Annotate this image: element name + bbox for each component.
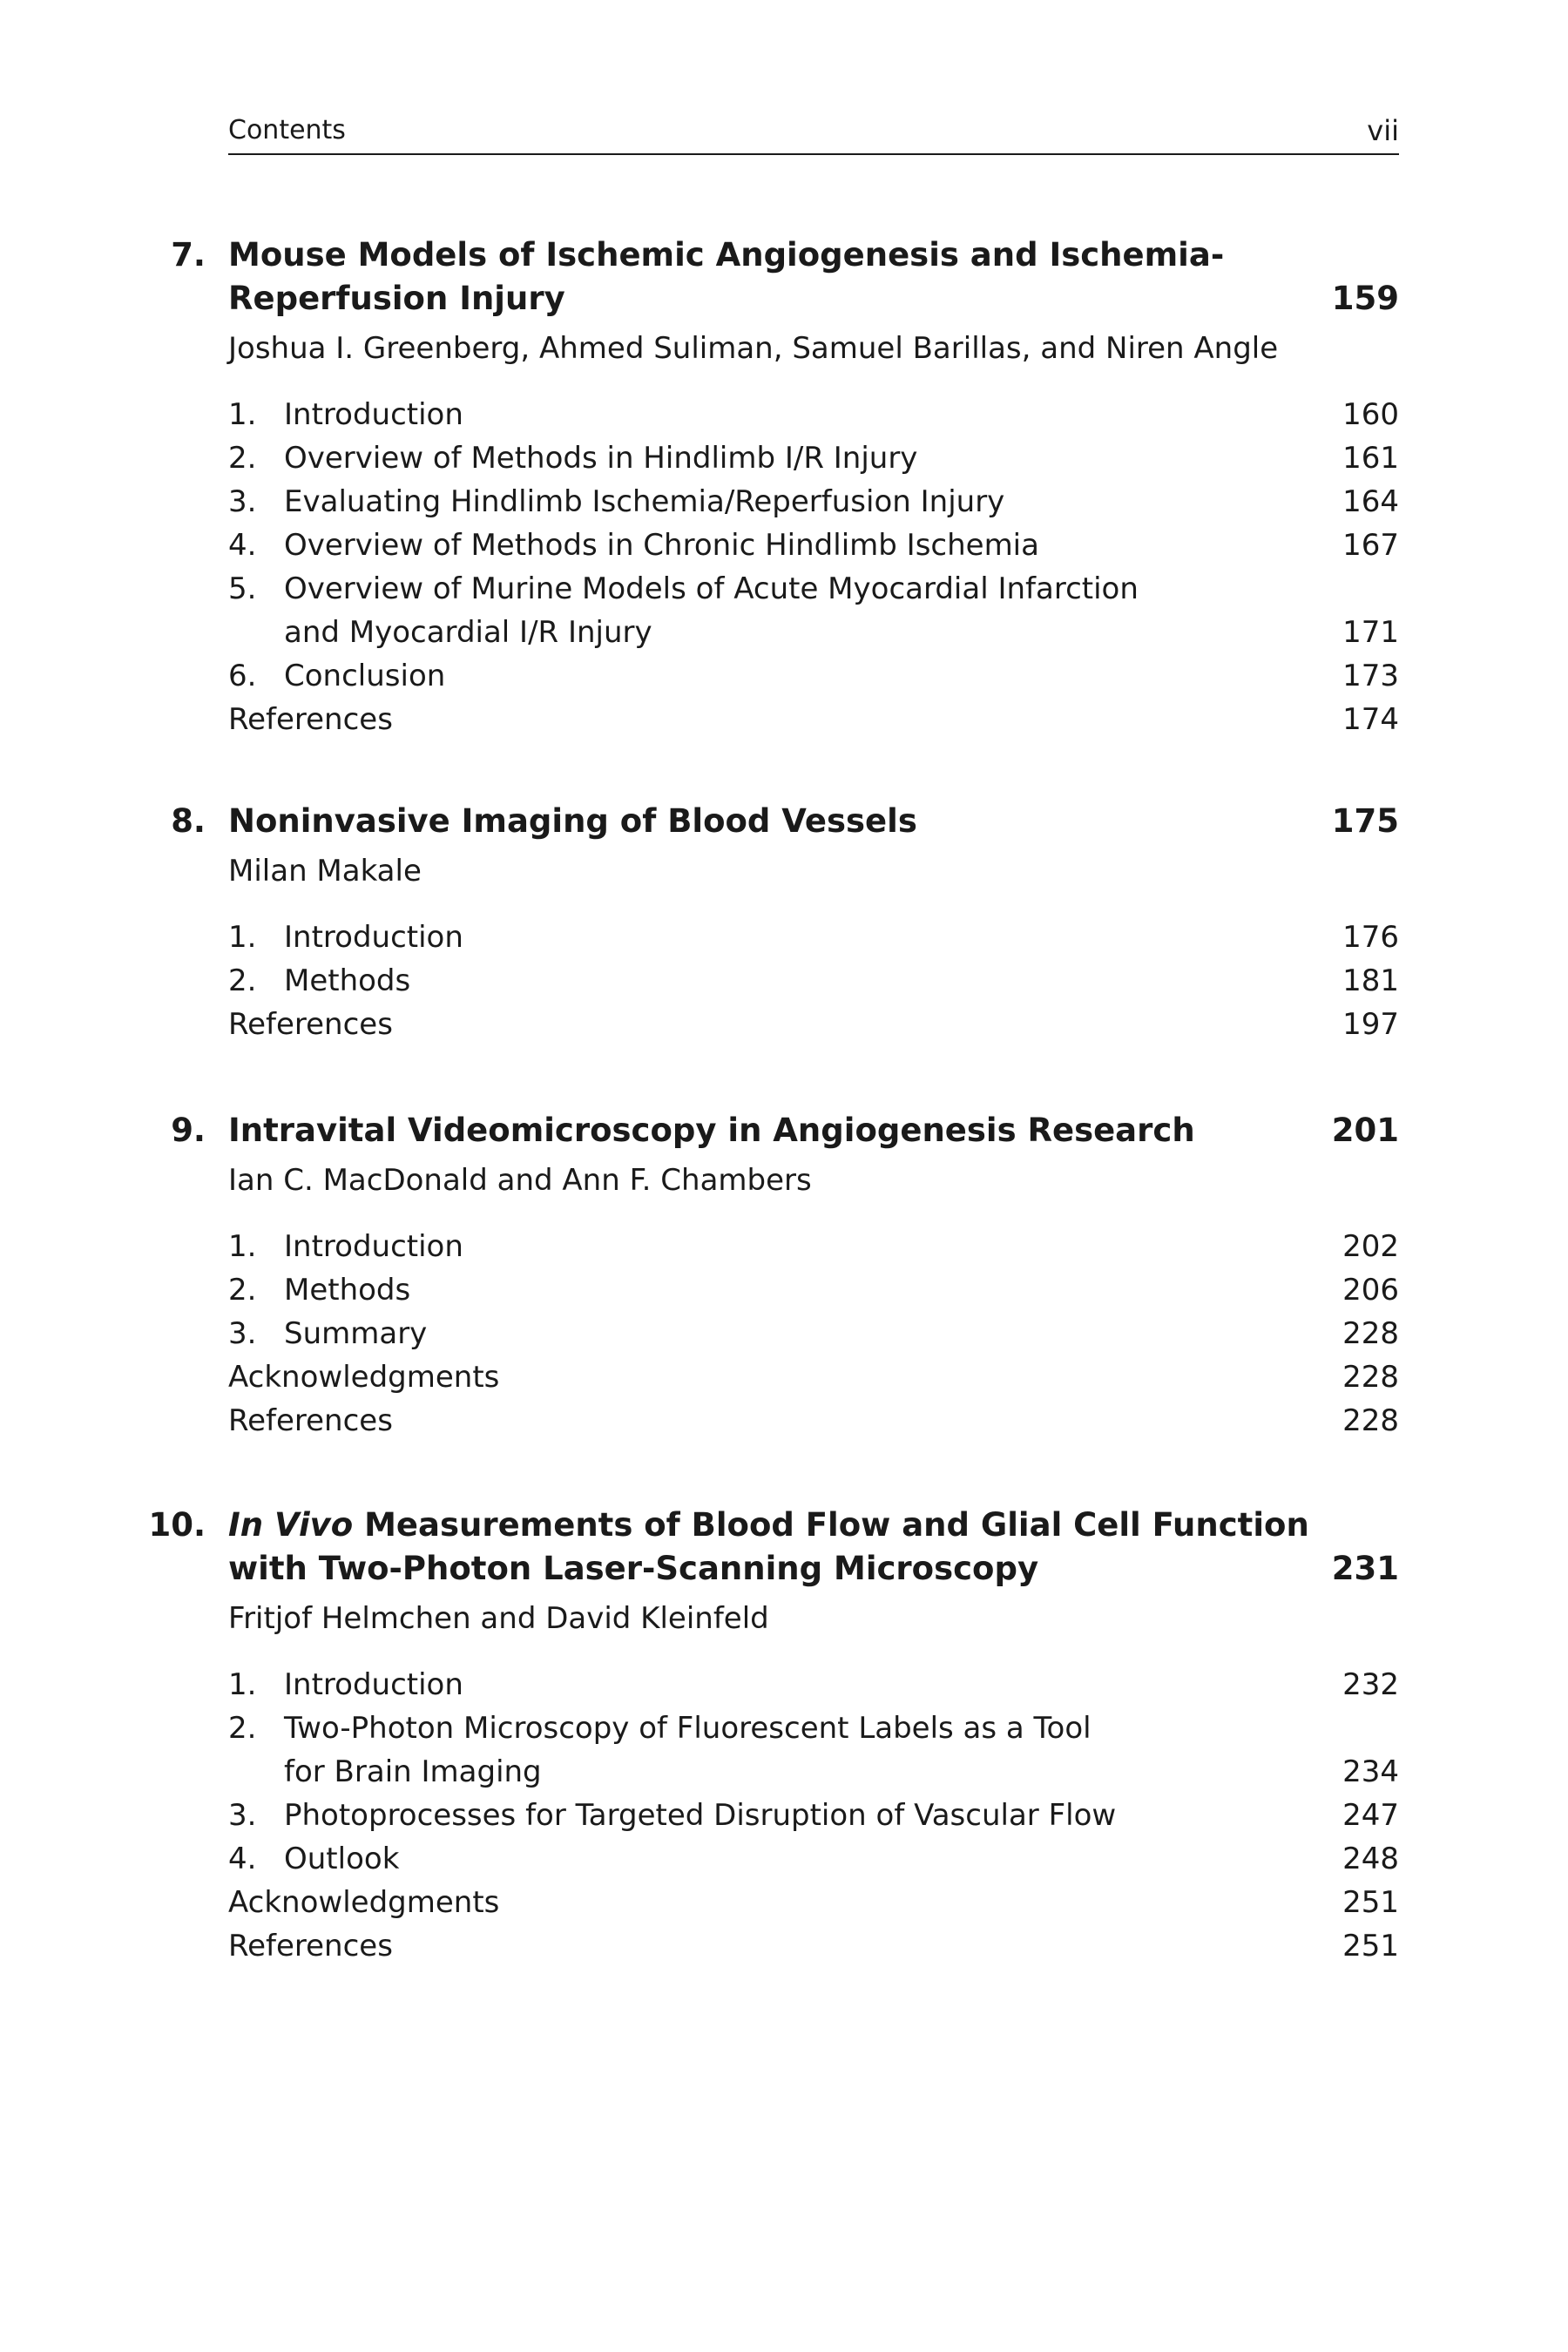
entry-title: Outlook — [284, 1842, 400, 1876]
toc-entry[interactable] — [228, 480, 1399, 524]
entry-title: Acknowledgments — [228, 1885, 500, 1920]
entry-title: Introduction — [284, 920, 463, 955]
entry-title: Overview of Methods in Hindlimb I/R Injury — [284, 441, 918, 476]
chapter-page: 159 — [1331, 280, 1399, 317]
entry-page: 232 — [1342, 1667, 1399, 1702]
entry-title: Introduction — [284, 397, 463, 432]
chapter-10 — [148, 1504, 1399, 1968]
entry-page: 251 — [1342, 1885, 1399, 1920]
toc-entry[interactable] — [228, 567, 1399, 654]
entry-number: 2. — [228, 1711, 257, 1746]
toc-entry[interactable] — [228, 1355, 1399, 1399]
entry-title: References — [228, 702, 393, 737]
entry-page: 251 — [1342, 1929, 1399, 1963]
chapter-title-line: Intravital Videomicroscopy in Angiogenesis Research — [228, 1112, 1195, 1149]
toc-entry[interactable] — [228, 393, 1399, 436]
entry-number: 1. — [228, 920, 257, 955]
toc-entry[interactable] — [228, 1268, 1399, 1312]
section-list — [228, 1225, 1399, 1443]
section-list — [228, 393, 1399, 741]
section-list — [228, 1663, 1399, 1968]
chapter-title-line — [228, 1504, 1399, 1547]
chapter-authors: Fritjof Helmchen and David Kleinfeld — [228, 1601, 769, 1636]
chapter-page: 231 — [1331, 1550, 1399, 1587]
chapter-number: 8. — [171, 802, 206, 840]
entry-page: 161 — [1342, 441, 1399, 476]
chapter-7 — [171, 233, 1399, 741]
entry-page: 174 — [1342, 702, 1399, 737]
entry-number: 2. — [228, 1273, 257, 1308]
toc-entry[interactable] — [228, 916, 1399, 959]
toc-entry[interactable] — [228, 1399, 1399, 1443]
entry-title: Overview of Murine Models of Acute Myocardial Infarction — [284, 571, 1139, 606]
chapter-authors: Ian C. MacDonald and Ann F. Chambers — [228, 1163, 812, 1198]
chapter-authors: Joshua I. Greenberg, Ahmed Suliman, Samuel Barillas, and Niren Angle — [228, 331, 1279, 366]
chapter-number: 7. — [171, 236, 206, 274]
entry-title: References — [228, 1403, 393, 1438]
chapter-page: 175 — [1331, 802, 1399, 840]
entry-page: 173 — [1342, 659, 1399, 693]
entry-number: 4. — [228, 528, 257, 563]
toc-entry[interactable] — [228, 1881, 1399, 1924]
entry-number: 1. — [228, 1667, 257, 1702]
chapter-number: 10. — [148, 1506, 206, 1544]
entry-title: References — [228, 1007, 393, 1042]
page-number: vii — [1367, 114, 1399, 147]
entry-page: 247 — [1342, 1798, 1399, 1833]
entry-page: 202 — [1342, 1229, 1399, 1264]
toc-entry[interactable] — [228, 698, 1399, 741]
entry-page: 228 — [1342, 1360, 1399, 1395]
toc-entry[interactable] — [228, 524, 1399, 567]
chapter-number: 9. — [171, 1112, 206, 1149]
toc-entry[interactable] — [228, 1312, 1399, 1355]
running-head-title: Contents — [228, 115, 346, 145]
chapter-title-line: Mouse Models of Ischemic Angiogenesis and Ischemia- — [228, 236, 1225, 274]
chapter-authors: Milan Makale — [228, 854, 422, 889]
chapter-title-text: Measurements of Blood Flow and Glial Cell Function — [364, 1506, 1309, 1544]
entry-number: 1. — [228, 397, 257, 432]
toc-entry[interactable] — [228, 1225, 1399, 1268]
toc-entry[interactable] — [228, 1707, 1399, 1794]
chapter-title[interactable] — [171, 233, 1399, 321]
entry-title: Methods — [284, 1273, 411, 1308]
entry-title: Two-Photon Microscopy of Fluorescent Labels as a Tool — [284, 1711, 1092, 1746]
entry-title: Overview of Methods in Chronic Hindlimb Ischemia — [284, 528, 1039, 563]
entry-number: 3. — [228, 1316, 257, 1351]
entry-number: 2. — [228, 441, 257, 476]
toc-entry[interactable] — [228, 1837, 1399, 1881]
chapter-page: 201 — [1331, 1112, 1399, 1149]
entry-page: 248 — [1342, 1842, 1399, 1876]
entry-title: Methods — [284, 963, 411, 998]
entry-page: 228 — [1342, 1316, 1399, 1351]
chapter-8 — [171, 800, 1399, 1046]
section-list — [228, 916, 1399, 1046]
toc-entry[interactable] — [228, 959, 1399, 1003]
chapter-title-line: Noninvasive Imaging of Blood Vessels — [228, 802, 917, 840]
entry-title-continued: and Myocardial I/R Injury — [284, 615, 652, 650]
chapter-title[interactable] — [171, 800, 1399, 843]
entry-title: References — [228, 1929, 393, 1963]
entry-number: 3. — [228, 1798, 257, 1833]
entry-number: 4. — [228, 1842, 257, 1876]
toc-page — [148, 0, 1399, 2352]
chapter-title[interactable] — [171, 1109, 1399, 1152]
chapter-title-line: with Two-Photon Laser-Scanning Microscopy — [228, 1550, 1039, 1587]
entry-page: 197 — [1342, 1007, 1399, 1042]
entry-page: 176 — [1342, 920, 1399, 955]
chapter-title[interactable] — [148, 1504, 1399, 1591]
entry-title-continued: for Brain Imaging — [284, 1754, 542, 1789]
entry-number: 5. — [228, 571, 257, 606]
entry-title: Photoprocesses for Targeted Disruption of Vascular Flow — [284, 1798, 1117, 1833]
entry-page: 234 — [1342, 1754, 1399, 1789]
toc-entry[interactable] — [228, 1003, 1399, 1046]
toc-entry[interactable] — [228, 1924, 1399, 1968]
entry-title: Introduction — [284, 1229, 463, 1264]
entry-page: 160 — [1342, 397, 1399, 432]
entry-page: 164 — [1342, 484, 1399, 519]
entry-number: 6. — [228, 659, 257, 693]
entry-page: 206 — [1342, 1273, 1399, 1308]
entry-number: 2. — [228, 963, 257, 998]
entry-page: 181 — [1342, 963, 1399, 998]
running-head — [228, 108, 1399, 155]
toc-entry[interactable] — [228, 1794, 1399, 1837]
chapter-9 — [171, 1109, 1399, 1443]
chapter-title-italic: In Vivo — [228, 1506, 354, 1544]
toc-entry[interactable] — [228, 654, 1399, 698]
toc-entry[interactable] — [228, 1663, 1399, 1707]
entry-page: 228 — [1342, 1403, 1399, 1438]
entry-title: Summary — [284, 1316, 428, 1351]
entry-title: Introduction — [284, 1667, 463, 1702]
entry-title: Conclusion — [284, 659, 446, 693]
chapter-title-line: Reperfusion Injury — [228, 280, 565, 317]
toc-entry[interactable] — [228, 436, 1399, 480]
entry-number: 1. — [228, 1229, 257, 1264]
entry-title: Evaluating Hindlimb Ischemia/Reperfusion Injury — [284, 484, 1005, 519]
entry-number: 3. — [228, 484, 257, 519]
entry-page: 171 — [1342, 615, 1399, 650]
entry-page: 167 — [1342, 528, 1399, 563]
entry-title: Acknowledgments — [228, 1360, 500, 1395]
